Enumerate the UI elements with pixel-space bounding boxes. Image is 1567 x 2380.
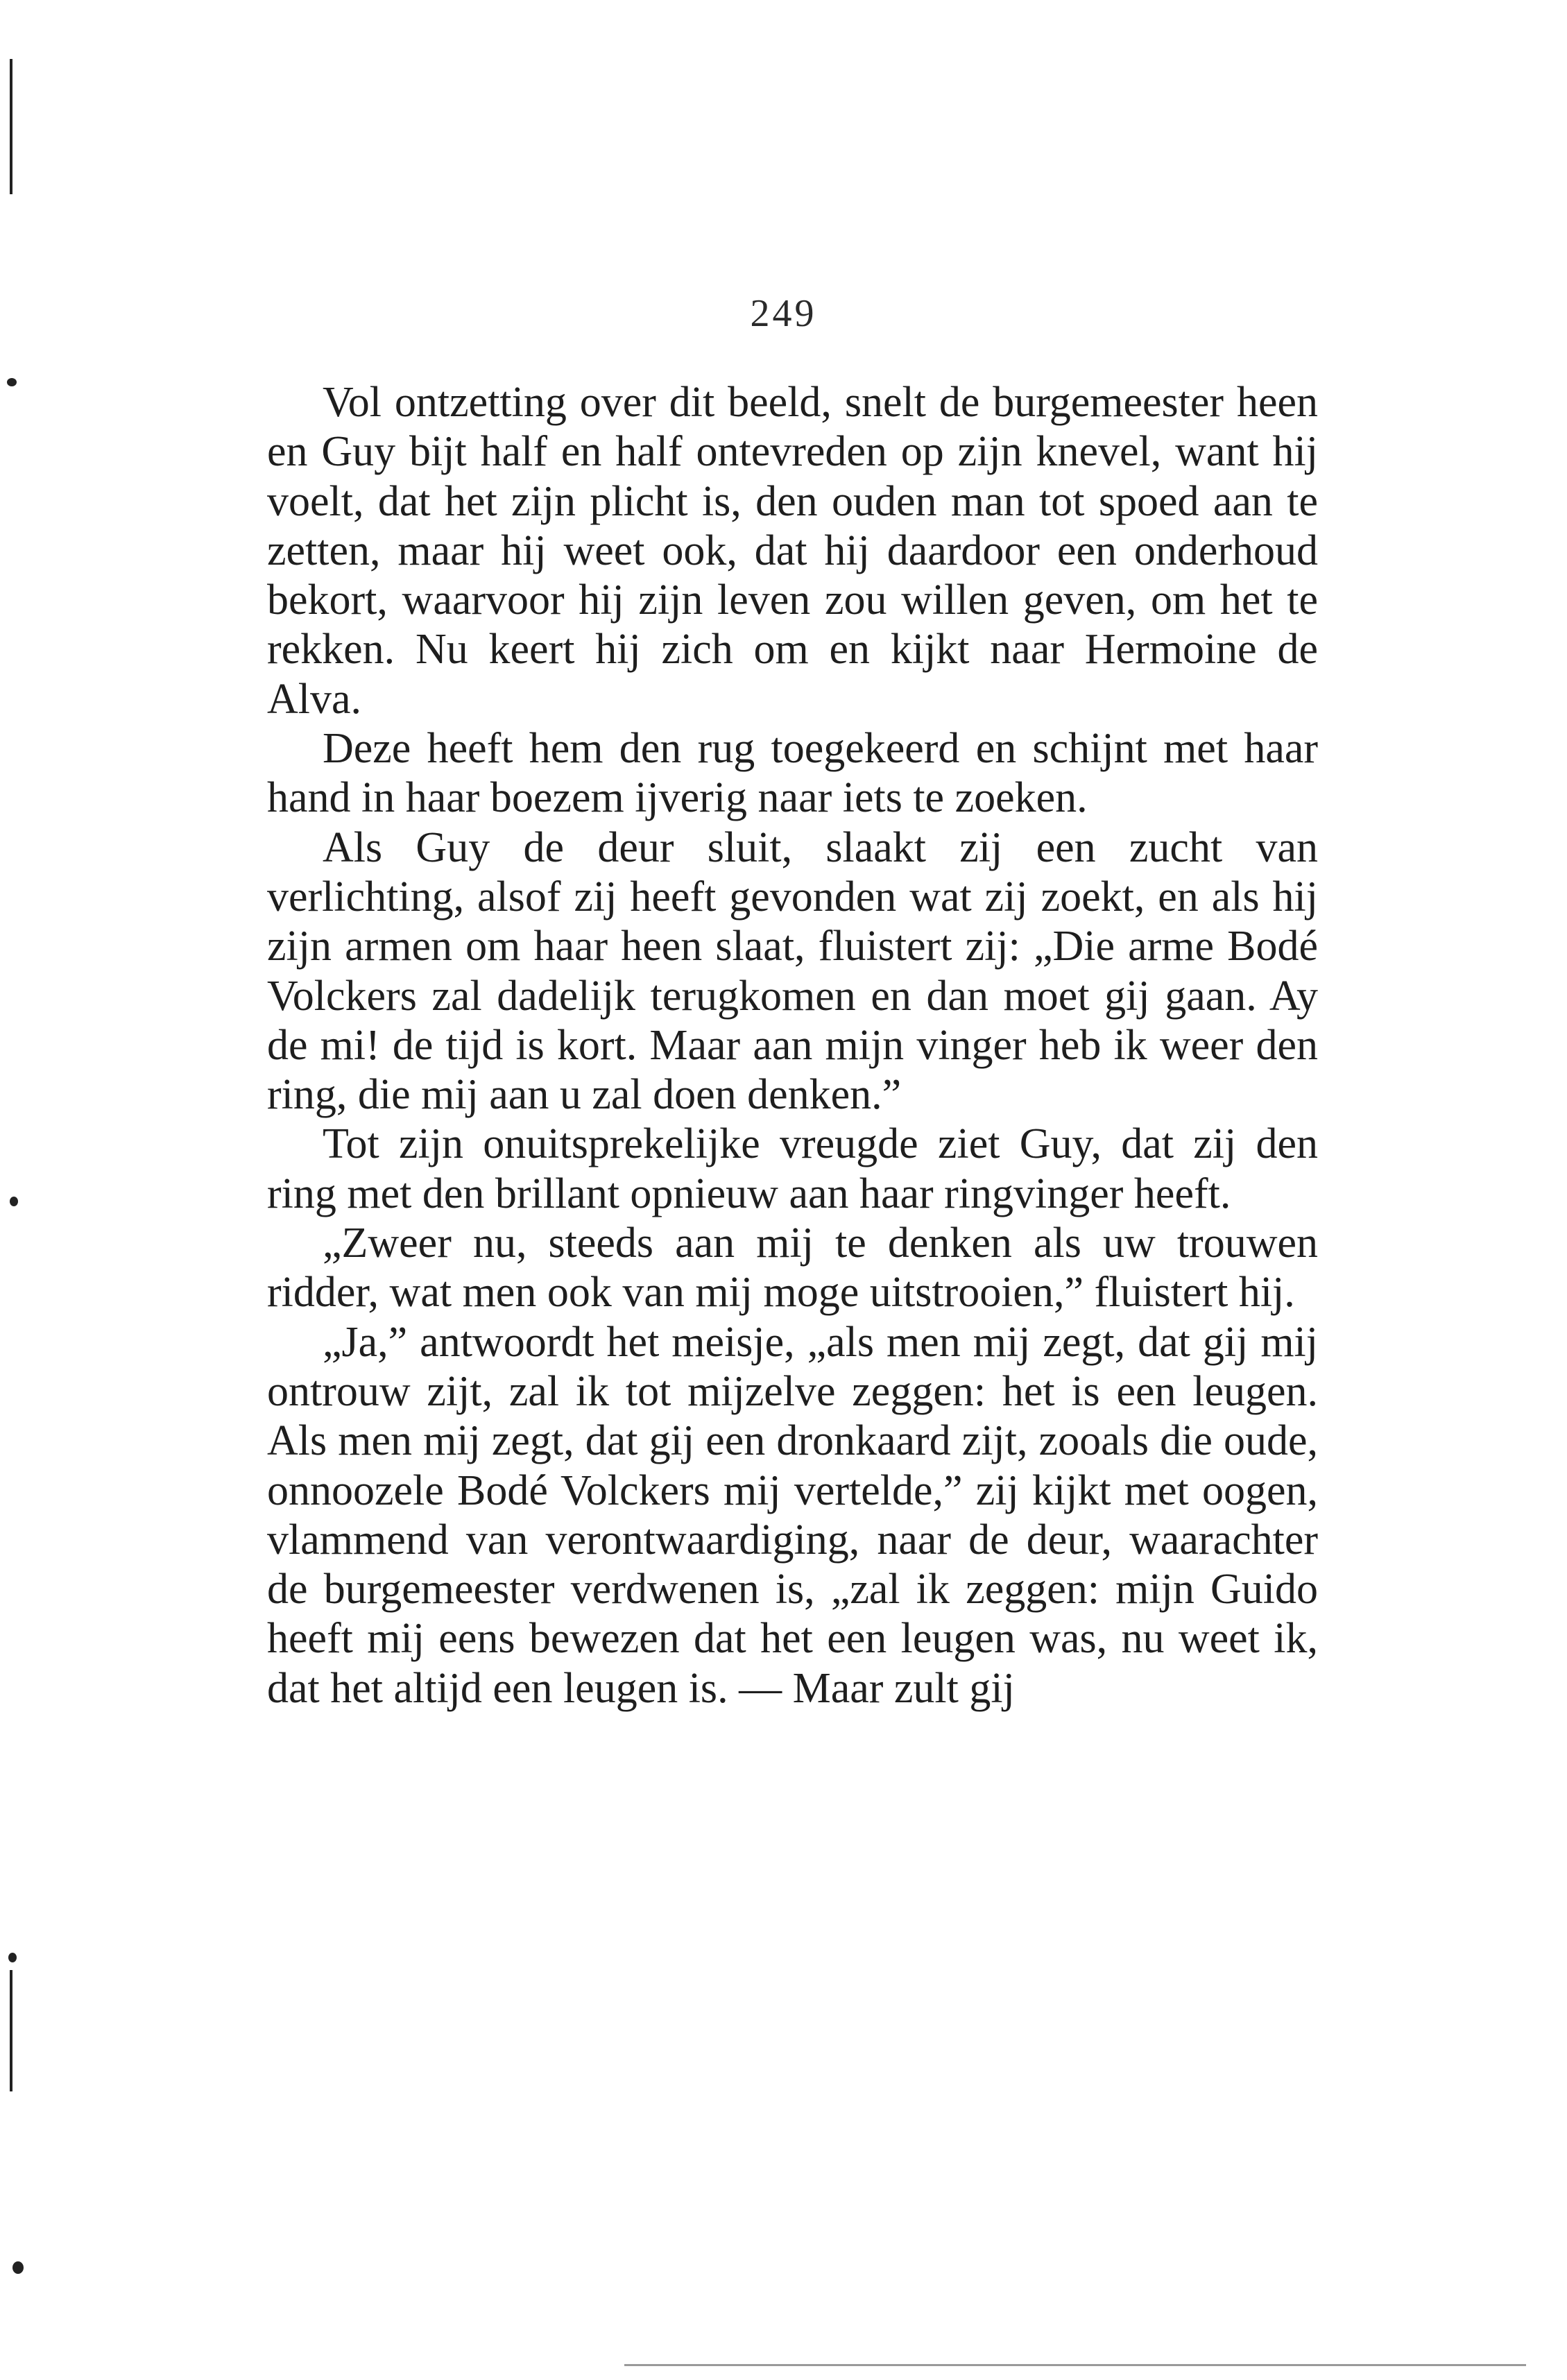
body-text [267,378,1318,1713]
page-number: 249 [750,292,817,335]
scan-margin-line [10,1970,12,2091]
scan-bottom-edge [624,2364,1526,2366]
scan-speck [8,1953,17,1962]
paragraph: Tot zijn onuitsprekelijke vreugde ziet Guy, dat zij den ring met den brillant opnieuw aan haar ringvinger heeft. [267,1120,1318,1217]
scan-speck [12,2261,24,2274]
paragraph: Vol ontzetting over dit beeld, snelt de burgemeester heen en Guy bijt half en half ontevreden op zijn knevel, want hij voelt, dat het zijn plicht is, den ouden man tot spoed aan te zetten, maar hij weet ook, dat hij daardoor een onderhoud bekort, waarvoor hij zijn leven zou willen geven, om het te rekken. Nu keert hij zich om en kijkt naar Hermoine de Alva. [267,379,1318,723]
paragraph: „Ja,” antwoordt het meisje, „als men mij zegt, dat gij mij ontrouw zijt, zal ik tot mijzelve zeggen: het is een leugen. Als men mij zegt, dat gij een dronkaard zijt, zooals die oude, onnoozele Bodé Volckers mij vertelde,” zij kijkt met oogen, vlammend van verontwaardiging, naar de deur, waarachter de burgemeester verdwenen is, „zal ik zeggen: mijn Guido heeft mij eens bewezen dat het een leugen was, nu weet ik, dat het altijd een leugen is. — Maar zult gij [267,1318,1318,1712]
scan-margin-line [10,59,12,194]
paragraph: Deze heeft hem den rug toegekeerd en schijnt met haar hand in haar boezem ijverig naar iets te zoeken. [267,725,1318,822]
paragraph: Als Guy de deur sluit, slaakt zij een zucht van verlichting, alsof zij heeft gevonden wat zij zoekt, en als hij zijn armen om haar heen slaat, fluistert zij: „Die arme Bodé Volckers zal dadelijk terugkomen en dan moet gij gaan. Ay de mi! de tijd is kort. Maar aan mijn vinger heb ik weer den ring, die mij aan u zal doen denken.” [267,823,1318,1119]
paragraph: „Zweer nu, steeds aan mij te denken als uw trouwen ridder, wat men ook van mij moge uitstrooien,” fluistert hij. [267,1219,1318,1317]
scan-speck [10,1197,18,1206]
scan-speck [7,378,17,386]
